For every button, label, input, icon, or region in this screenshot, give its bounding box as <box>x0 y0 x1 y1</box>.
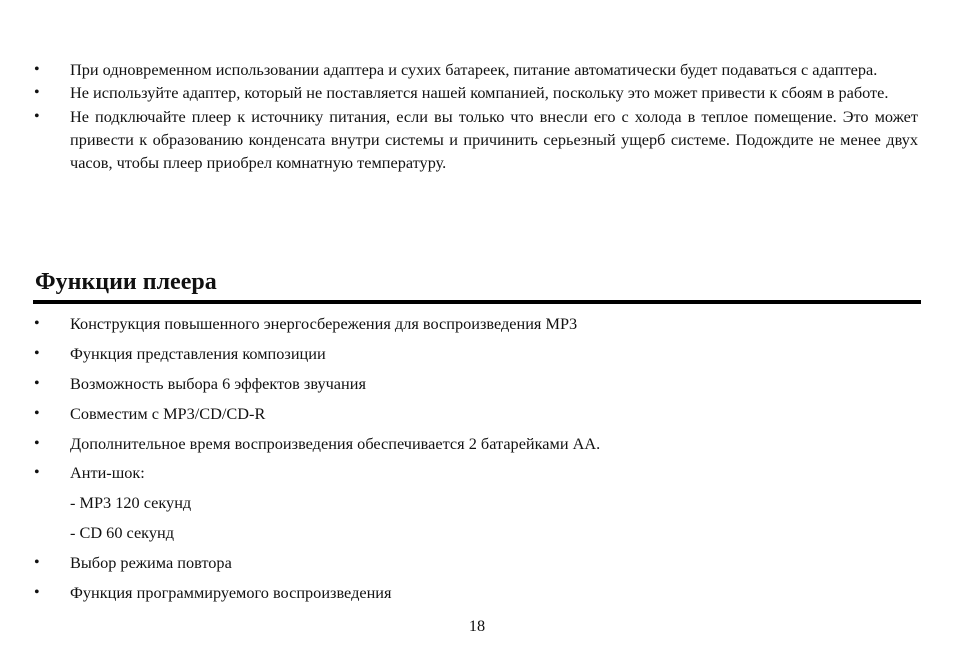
feature-item <box>0 311 954 341</box>
bullet-icon: • <box>34 434 40 452</box>
feature-text: Функция программируемого воспроизведения <box>70 583 392 603</box>
feature-item <box>0 401 954 431</box>
feature-text: Функция представления композиции <box>70 343 326 363</box>
feature-subitem-text: - MP3 120 секунд <box>70 493 192 513</box>
warnings-list <box>0 58 954 174</box>
section-heading: Функции плеера <box>35 269 217 295</box>
feature-text: Выбор режима повтора <box>70 553 232 573</box>
feature-subitem <box>0 490 954 520</box>
bullet-icon: • <box>34 315 40 332</box>
feature-text: Анти-шок: <box>70 463 145 483</box>
bullet-icon: • <box>34 404 40 422</box>
feature-item <box>0 460 954 490</box>
bullet-icon: • <box>34 374 40 392</box>
bullet-icon: • <box>34 61 40 78</box>
feature-subitem <box>0 520 954 550</box>
bullet-icon: • <box>34 344 40 362</box>
feature-text: Конструкция повышенного энергосбережения для воспроизведения MP3 <box>70 314 578 333</box>
warning-item <box>0 58 954 81</box>
bullet-icon: • <box>34 554 40 572</box>
feature-text: Возможность выбора 6 эффектов звучания <box>70 373 366 393</box>
warning-item <box>0 105 954 175</box>
feature-item <box>0 371 954 401</box>
feature-item <box>0 341 954 371</box>
feature-item <box>0 550 954 580</box>
features-list <box>0 311 954 610</box>
feature-item <box>0 580 954 610</box>
section-divider <box>33 300 921 304</box>
bullet-icon: • <box>34 584 40 602</box>
warning-item <box>0 81 954 104</box>
feature-text: Дополнительное время воспроизведения обеспечивается 2 батарейками АА. <box>70 433 601 453</box>
page-number: 18 <box>468 616 486 635</box>
bullet-icon: • <box>34 464 40 482</box>
feature-text: Совместим с MP3/CD/CD-R <box>70 403 266 423</box>
warning-text: Не подключайте плеер к источнику питания, если вы только что внесли его с холода в теплое помещение. Это может привести к образованию конденсата внутри системы и причинить серьезный ущерб системе. Подождите не менее двух часов, чтобы плеер приобрел комнатную температуру. <box>70 106 918 173</box>
bullet-icon: • <box>34 107 40 125</box>
bullet-icon: • <box>34 84 40 102</box>
warning-text: Не используйте адаптер, который не поставляется нашей компанией, поскольку это может привести к сбоям в работе. <box>70 83 889 103</box>
feature-subitem-text: - CD 60 секунд <box>70 523 174 543</box>
warning-text: При одновременном использовании адаптера и сухих батареек, питание автоматически будет подаваться с адаптера. <box>70 60 878 79</box>
feature-item <box>0 431 954 461</box>
